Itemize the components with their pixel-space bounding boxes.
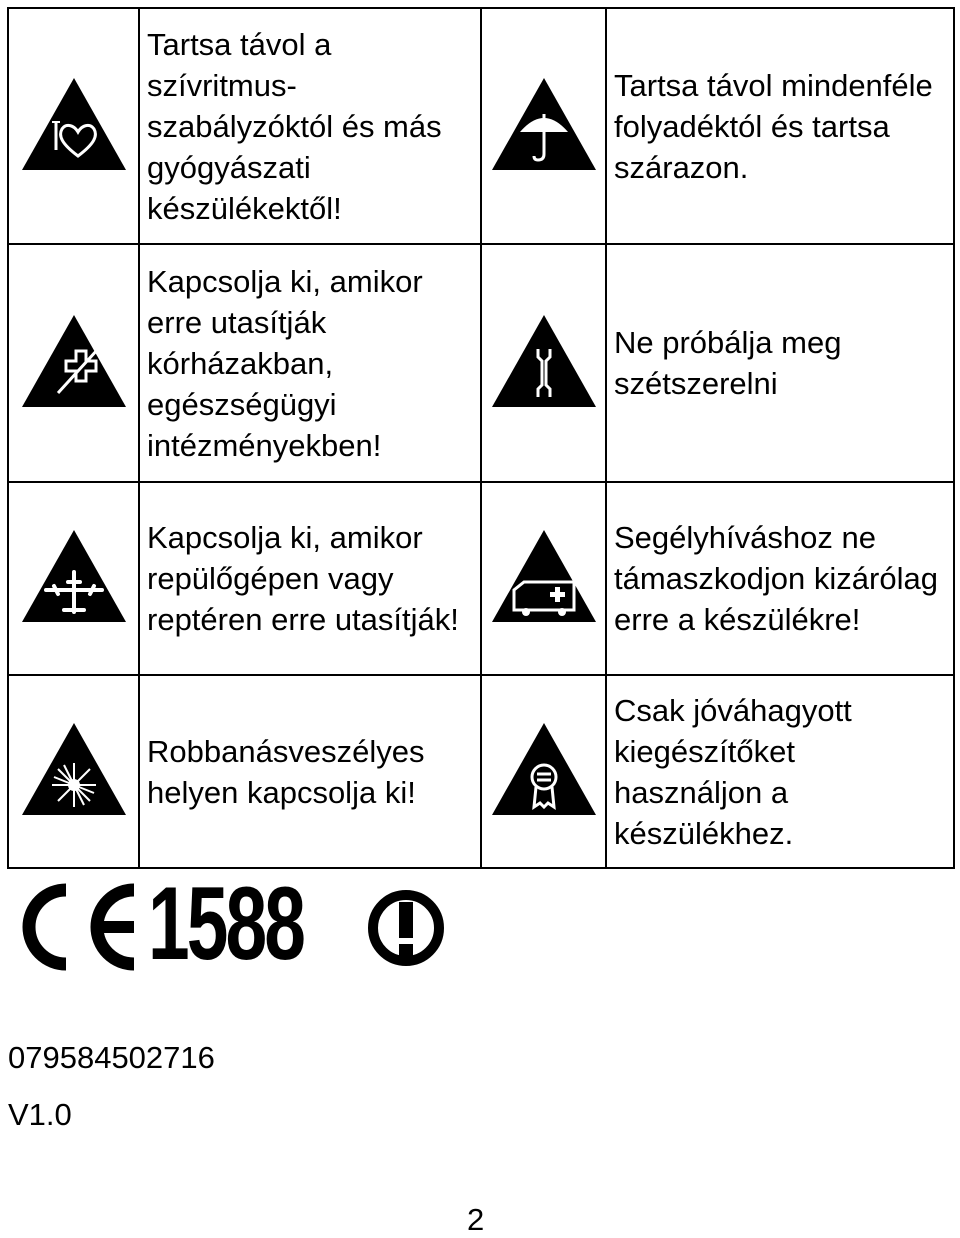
warning-text: Tartsa távol a szívritmus-szabályzóktól és más gyógyászati készülékektől!	[139, 8, 481, 244]
part-number: 079584502716	[8, 1040, 215, 1075]
version-label: V1.0	[8, 1097, 72, 1132]
warning-text: Robbanásveszélyes helyen kapcsolja ki!	[139, 675, 481, 868]
emergency-call-warning-icon	[488, 526, 600, 626]
table-row	[8, 482, 954, 675]
warning-text: Segélyhíváshoz ne támaszkodjon kizárólag erre a készülékre!	[606, 482, 954, 675]
warning-text: Tartsa távol mindenféle folyadéktól és tartsa szárazon.	[606, 8, 954, 244]
ce-mark-icon	[8, 882, 148, 972]
approved-accessories-warning-icon	[488, 719, 600, 819]
explosion-warning-icon	[18, 719, 130, 819]
pacemaker-warning-icon	[18, 74, 130, 174]
certification-number: 1588	[148, 866, 304, 982]
warning-text: Ne próbálja meg szétszerelni	[606, 244, 954, 482]
table-row	[8, 675, 954, 868]
liquid-warning-icon	[488, 74, 600, 174]
table-row	[8, 244, 954, 482]
warning-text: Kapcsolja ki, amikor repülőgépen vagy reptéren erre utasítják!	[139, 482, 481, 675]
alert-class-icon	[366, 888, 446, 968]
safety-warnings-table	[7, 7, 955, 869]
airplane-warning-icon	[18, 526, 130, 626]
table-row	[8, 8, 954, 244]
warning-text: Csak jóváhagyott kiegészítőket használjon a készülékhez.	[606, 675, 954, 868]
warning-text: Kapcsolja ki, amikor erre utasítják kórházakban, egészségügyi intézményekben!	[139, 244, 481, 482]
disassembly-warning-icon	[488, 311, 600, 411]
page-number: 2	[467, 1202, 485, 1237]
hospital-warning-icon	[18, 311, 130, 411]
